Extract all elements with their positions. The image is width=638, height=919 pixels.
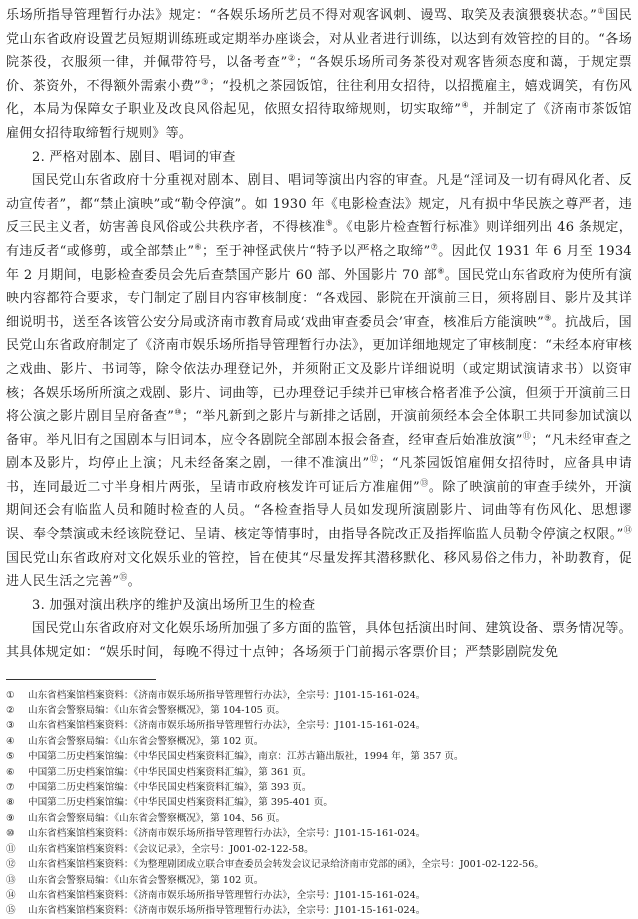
footnote-item — [6, 795, 632, 810]
footnote-number: ⑪ — [6, 843, 16, 855]
text-run: 国民党山东省政府设置艺员短期训练班或定期举办座谈会，对从业者进行训练，以达到有效管控的目的。“各场院茶役，衣服须一律，并佩带符号，以备考查” — [6, 8, 632, 71]
text-run: ；“投机之茶园饭馆，往往利用女招待，以招揽雇主，嬉戏调笑，有伤风化，本局为保障女子职业及改良风俗起见，依照女招待取缔规则，切实取缔” — [6, 78, 632, 118]
footnote-text: 山东省档案馆档案资料：《济南市娱乐场所指导管理暂行办法》，全宗号：J101-15-161-024。 — [28, 689, 426, 701]
footnote-ref[interactable]: ⑩ — [174, 407, 182, 417]
footnote-item — [6, 873, 632, 888]
text-run: 。抗战后，国民党山东省政府制定了《济南市娱乐场所指导管理暂行办法》，更加详细地规定了审核制度：“未经本府审核之戏曲、影片、书词等，除令依法办理登记外，并须附正文及影片详细说明（或定期试演请求书）以资审核；各娱乐场所所演之戏剧、影片、词曲等，已办理登记手续并已审核合格者准予公演，但须于开演前三日将公演之影片剧目呈府备查” — [6, 314, 632, 425]
document-page — [6, 4, 632, 919]
footnote-number: ⑥ — [6, 766, 15, 778]
footnote-ref[interactable]: ⑮ — [119, 572, 128, 582]
text-run: 乐场所指导管理暂行办法》规定：“各娱乐场所艺员不得对观客讽刺、谩骂、取笑及表演猥亵状态。” — [6, 8, 598, 23]
footnote-text: 山东省档案馆档案资料：《济南市娱乐场所指导管理暂行办法》，全宗号：J101-15-161-024。 — [28, 720, 426, 732]
footnote-number: ⑫ — [6, 859, 16, 871]
footnote-number: ⑮ — [6, 905, 16, 917]
footnote-number: ⑦ — [6, 782, 15, 794]
footnote-text: 山东省档案馆档案资料：《济南市娱乐场所指导管理暂行办法》，全宗号：J101-15-161-024。 — [28, 828, 426, 840]
text-run: ；“凡茶园饭馆雇佣女招待时，应备具申请书，连同最近二寸半身相片两张，呈请市政府核发许可证后方准雇佣” — [6, 456, 632, 495]
body-text — [6, 4, 632, 665]
footnote-text: 中国第二历史档案馆编：《中华民国史档案资料汇编》，南京：江苏古籍出版社，1994 年，第 357 页。 — [28, 751, 464, 763]
footnote-text: 中国第二历史档案馆编：《中华民国史档案资料汇编》，第 395-401 页。 — [28, 797, 333, 809]
footnote-number: ⑩ — [6, 828, 15, 840]
section-heading-2: 2. 严格对剧本、剧目、唱词的审查 — [32, 149, 236, 165]
footnote-ref[interactable]: ⑥ — [194, 242, 203, 252]
text-run: ；“各娱乐场所司务茶役对观客皆须态度和蔼，于规定票价、茶资外，不得额外需索小费” — [6, 55, 632, 94]
footnote-text: 山东省会警察局编：《山东省会警察概况》，第 102 页。 — [28, 735, 264, 747]
footnote-item — [6, 903, 632, 918]
footnote-number: ⑭ — [6, 889, 16, 901]
footnote-number: ⑬ — [6, 874, 16, 886]
footnote-item — [6, 842, 632, 857]
footnote-number: ① — [6, 689, 15, 701]
footnote-item — [6, 703, 632, 718]
footnote-item — [6, 765, 632, 780]
footnote-number: ② — [6, 705, 15, 717]
footnote-text: 山东省档案馆档案资料：《济南市娱乐场所指导管理暂行办法》，全宗号：J101-15-161-024。 — [28, 889, 426, 901]
footnote-ref[interactable]: ② — [287, 53, 296, 63]
paragraph-1 — [6, 4, 632, 146]
footnote-item — [6, 749, 632, 764]
footnote-divider — [6, 679, 156, 680]
footnote-number: ⑤ — [6, 751, 15, 763]
footnote-item — [6, 857, 632, 872]
footnote-item — [6, 718, 632, 733]
footnote-ref[interactable]: ⑪ — [522, 431, 532, 441]
section-heading-3: 3. 加强对演出秩序的维护及演出场所卫生的检查 — [32, 597, 316, 613]
footnote-ref[interactable]: ⑬ — [419, 478, 429, 488]
text-run: 。除了映演前的审查手续外，开演期间还会有临监人员和随时检查的人员。“各检查指导人员如发现所演剧影片、词曲等有伤风化、思想谬误、奉令禁演或未经该院登记、呈请、核定等情事时，由指导各院改正及指挥临监人员勒令停演之权限。” — [6, 479, 632, 543]
footnote-item — [6, 826, 632, 841]
footnote-item — [6, 780, 632, 795]
text-run: 。因此仅 1931 年 6 月至 1934 年 2 月期间，电影检查委员会先后查禁国产影片 60 部、外国影片 70 部 — [6, 243, 632, 283]
footnote-text: 山东省会警察局编：《山东省会警察概况》，第 104、56 页。 — [28, 812, 286, 824]
footnote-item — [6, 734, 632, 749]
footnotes-list — [6, 688, 632, 919]
footnote-ref[interactable]: ⑦ — [430, 242, 439, 252]
footnote-ref[interactable]: ⑫ — [369, 454, 379, 464]
footnote-ref[interactable]: ⑤ — [325, 219, 333, 229]
footnote-ref[interactable]: ① — [597, 6, 606, 16]
footnote-ref[interactable]: ③ — [201, 77, 209, 87]
footnote-text: 山东省会警察局编：《山东省会警察概况》，第 102 页。 — [28, 874, 264, 886]
paragraph-3: 国民党山东省政府对文化娱乐场所加强了多方面的监管，具体包括演出时间、建筑设备、票务情况等。其具体规定如：“娱乐时间，每晚不得过十点钟；各场须于门前揭示客票价目；严禁影剧院发免 — [6, 621, 632, 661]
footnote-text: 山东省会警察局编：《山东省会警察概况》，第 104-105 页。 — [28, 705, 286, 717]
text-run: ；至于神怪武侠片“特予以严格之取缔” — [202, 243, 431, 259]
text-run: 国民党山东省政府对文化娱乐业的管控，旨在使其“尽量发挥其潜移默化、移风易俗之伟力，补助教育，促进人民生活之完善” — [6, 550, 632, 590]
paragraph-2 — [6, 169, 632, 594]
footnote-text: 中国第二历史档案馆编：《中华民国史档案资料汇编》，第 393 页。 — [28, 782, 312, 794]
footnote-item — [6, 688, 632, 703]
text-run: ；“凡未经审查之剧本及影片，均停止上演；凡未经备案之剧，一律不准演出” — [6, 432, 632, 472]
footnote-ref[interactable]: ⑧ — [437, 266, 445, 276]
text-run: 。国民党山东省政府为使所有演映内容都符合要求，专门制定了剧目内容审核制度：“各戏园、影院在开演前三日，须将剧目、影片及其详细说明书，送至各该管公安分局或济南市教育局或‘戏曲审查委员会’审查，核准后方能演映” — [6, 267, 632, 330]
footnote-number: ③ — [6, 720, 15, 732]
footnote-number: ④ — [6, 735, 15, 747]
footnote-text: 中国第二历史档案馆编：《中华民国史档案资料汇编》，第 361 页。 — [28, 766, 312, 778]
footnote-item — [6, 888, 632, 903]
text-run: 。 — [127, 574, 141, 590]
footnote-ref[interactable]: ⑨ — [544, 313, 552, 323]
footnote-number: ⑧ — [6, 797, 15, 809]
text-run: ；“举凡新到之影片与新排之话剧，开演前须经本会全体职工共同参加试演以备审。举凡旧有之国剧本与旧词本，应令各剧院全部剧本报会备查，经审查后始准放演” — [6, 409, 632, 448]
text-run: ，并制定了《济南市茶饭馆雇佣女招待取缔暂行规则》等。 — [6, 102, 632, 141]
footnote-ref[interactable]: ⑭ — [623, 525, 632, 535]
footnote-text: 山东省档案馆档案资料：《会议记录》，全宗号：J001-02-122-58。 — [28, 843, 314, 855]
footnote-number: ⑨ — [6, 812, 15, 824]
text-run: 。《电影片检查暂行标准》则详细列出 46 条规定，有违反者“或修剪，或全部禁止” — [6, 220, 632, 259]
footnote-ref[interactable]: ④ — [461, 101, 470, 111]
footnote-item — [6, 811, 632, 826]
footnote-text: 山东省档案馆档案资料：《济南市娱乐场所指导管理暂行办法》，全宗号：J101-15-161-024。 — [28, 905, 426, 917]
text-run: 国民党山东省政府十分重视对剧本、剧目、唱词等演出内容的审查。凡是“淫词及一切有碍风化者、反动宣传者”，都“禁止演映”或“勒令停演”。如 1930 年《电影检查法》规定，凡有损中华民族之尊严者，违反三民主义者，妨害善良风俗或公共秩序者，不得核准 — [6, 173, 632, 236]
footnote-text: 山东省档案馆档案资料：《为整理剧团成立联合审查委员会转发会议记录给济南市党部的函》，全宗号：J001-02-122-56。 — [28, 859, 544, 871]
